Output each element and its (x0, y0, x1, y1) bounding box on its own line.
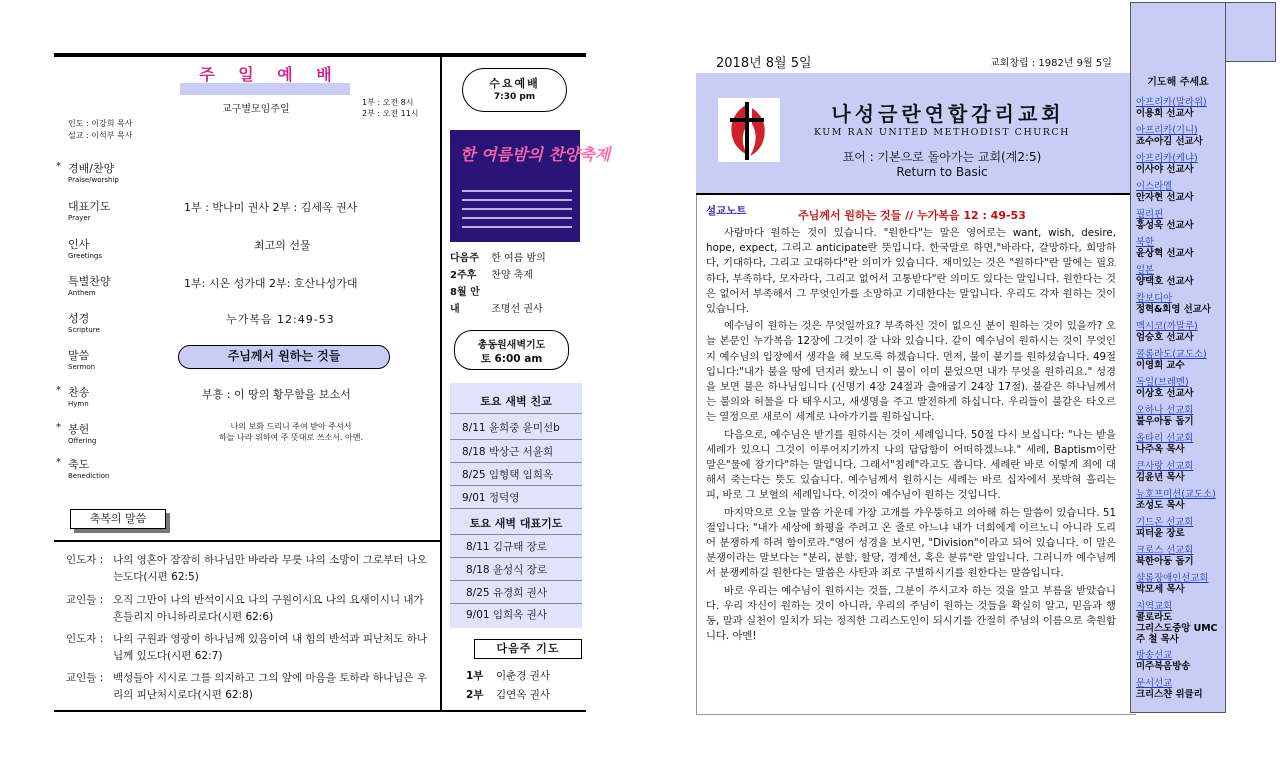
order-item-english: Sermon (68, 363, 96, 371)
sermon-paragraph: 사람마다 원하는 것이 있습니다. "원한다"는 말은 영어로는 want, wish, desire, hope, expect, 그리고 anticipate란 뜻입니다. 한국말로 하면,"바라다, 갈망하다, 희망하다, 기대하다, 그리고 고대하다"란 의미가 있습니다. 재미있는 것은 "원하다"란 말에는 필요하다, 부족하다, 모자라다, 그리고 없어서 고통받다"란 의미도 있다는 말입니다. 원한다는 것은 없어서 부족해서 그 무엇인가를 소망하고 기대한다는 말입니다. 우리도 각자 원하는 것이 있습니다. (706, 227, 1116, 316)
fellowship-row: 9/01 정덕영 (462, 492, 520, 504)
prayer-request-item: 일본 양택호 선교사 (1136, 265, 1194, 287)
wednesday-title: 수요예배 (489, 77, 540, 90)
prayer-request-item: 콜롬라도(교도소) 이영희 교수 (1136, 349, 1207, 371)
section-divider (54, 540, 442, 542)
responsive-reading-row (66, 670, 432, 704)
prayer-row: 8/25 유경희 권사 (466, 587, 547, 599)
reading-text: 나의 영혼아 잠잠히 하나님만 바라라 무릇 나의 소망이 그로부터 나오는도다(시편 62:5) (113, 554, 428, 583)
festival-info-row: 2주후 찬양 축제 (450, 270, 534, 281)
prayer-request-item: 크로스 선교회 북한아동 돕기 (1136, 545, 1194, 567)
panel-divider (450, 557, 582, 558)
prayer-request-item: 기드온 선교회 피터윤 장로 (1136, 517, 1194, 539)
fellowship-row: 8/25 임형택 임희옥 (462, 469, 554, 481)
prayer-request-item: 올타리 선교회 나주옥 목사 (1136, 433, 1194, 455)
founding-date: 교회창립 : 1982년 9월 5일 (990, 58, 1112, 69)
saturday-panel (450, 383, 582, 628)
order-item-detail: 1부: 시온 성가대 2부: 호산나성가대 (184, 277, 358, 290)
prayer-request-item: 방송선교 미주복음방송 (1136, 650, 1191, 672)
sermon-paragraph: 예수님이 원하는 것은 무엇일까요? 부족하신 것이 없으신 분이 원하는 것이 있을까? 오늘 본문인 누가복음 12장에 그것이 잘 나와 있습니다. 같이 예수님이 원하시는 것이 무엇인지 예수님의 입장에서 생각을 해 보도록 하겠습니다. 먼저, 불이 붙기를 원하셨습니다. 49절입니다:"내가 불을 땅에 던지러 왔노니 이 불이 이미 붙었으면 내가 무엇을 원하리요." 성경을 보면 불은 하나님입니다 (신명기 4장 24절과 출애굽기 24장 17절). 불같은 하나님께서는 불의와 허물을 다 태우시고, 새생명을 주고 발전하게 하십니다. 우리들이 불같은 타오르는 열정으로 새로이 세계로 나아가기를 원하십니다. (706, 320, 1116, 424)
order-item-title: 찬송 (68, 386, 90, 399)
responsive-reading-row (66, 631, 432, 665)
panel-divider (450, 439, 582, 440)
order-item-english: Scripture (68, 326, 100, 334)
sermon-paragraph: 바로 우리는 예수님이 원하시는 것들, 그분이 주시고자 하는 것을 알고 부름을 받았습니다. 우리 자신이 원하는 것이 아니라, 우리의 주님이 원하는 것들을 확실히 알고, 믿음과 행동, 말과 실천이 일치가 되는 정직한 그리스도인이 되시기를 간절히 주님의 이름으로 축원합니다. 아멘! (706, 584, 1116, 643)
order-item-title: 인사 (68, 238, 90, 251)
bulletin-date: 2018년 8월 5일 (716, 56, 812, 71)
reader-label: 인도자 : (66, 633, 104, 645)
sermon-paragraph: 마지막으로 오늘 말씀 가운데 가장 고개를 갸우뚱하고 의아해 하는 말씀이 있습니다. 51절입니다: "내가 세상에 화평을 주려고 온 줄로 아느냐 내가 너희에게 이르노니 아니라 도리어 분쟁하게 하려 함이로라."영어 성경을 보시면, "Division"이라고 되어 있습니다. 이 말은 분쟁이라는 말보다는 "분리, 분할, 할당, 경계선, 혹은 분류"란 말입니다. 그러니까 예수님께서 분쟁케하길 원한다는 말씀은 사탄과 죄로 구별하시기를 원한다는 말씀입니다. (706, 506, 1116, 580)
fellowship-row: 8/11 윤희중 윤미선b (462, 422, 560, 434)
reader-label: 인도자 : (66, 554, 104, 566)
worship-occasion: 교구별모임주일 (222, 104, 290, 115)
church-name-english: KUM RAN UNITED METHODIST CHURCH (814, 127, 1070, 138)
offering-lyric-line: 나의 보화 드리니 주여 받아 주셔서 (230, 422, 352, 431)
prayer-request-item: 북한 윤상혁 선교사 (1136, 237, 1194, 259)
prayer-request-item: 멕시코(까말루) 엄승호 선교사 (1136, 321, 1198, 343)
panel-divider (450, 508, 582, 509)
order-item-title: 경배/찬양 (68, 162, 115, 175)
prayer-request-item: 샬롬장애인선교회 박모세 목사 (1136, 573, 1209, 595)
article-frame (696, 195, 697, 715)
prayer-panel-tab (1226, 2, 1276, 62)
dawn-prayer-title: 총동원새벽기도 (477, 340, 546, 351)
motto-english: Return to Basic (896, 165, 988, 179)
prayer-request-item: 아프리카(말라위) 이용희 선교사 (1136, 97, 1207, 119)
panel-divider (450, 534, 582, 535)
panel-divider (450, 603, 582, 604)
prayer-request-item: 아프리카(케냐) 이사야 선교사 (1136, 153, 1198, 175)
festival-info-row: 다음주 한 여름 밤의 (450, 253, 546, 264)
service-leaders (68, 118, 132, 142)
order-item-english: Anthem (68, 289, 96, 297)
order-item-title: 축도 (68, 458, 90, 471)
prayer-row: 9/01 임희옥 권사 (466, 609, 547, 621)
order-bullet: * (56, 422, 61, 433)
prayer-request-item: 지역교회 콜로라도 그리스도중앙 UMC 주 철 목사 (1136, 601, 1218, 645)
order-item-english: Greetings (68, 252, 102, 260)
prayer-request-item: 필리핀 홍성욱 선교사 (1136, 209, 1194, 231)
order-bullet: * (56, 385, 61, 396)
order-item-detail: 최고의 선물 (254, 239, 311, 252)
festival-info-row: 8월 안내 조명선 권사 (450, 287, 543, 315)
prayer-request-title: 기도해 주세요 (1147, 77, 1209, 88)
responsive-reading-row (66, 552, 432, 586)
order-item-title: 말씀 (68, 349, 90, 362)
blessing-label: 축복의 말씀 (70, 509, 166, 529)
order-item-title: 대표기도 (68, 200, 111, 213)
service-time-1: 1부 : 오전 8시 (362, 98, 414, 107)
prayer-row: 8/11 김규태 장로 (466, 541, 547, 553)
worship-title: 주 일 예 배 (199, 65, 341, 84)
service-times (362, 97, 419, 119)
reading-text: 오직 그만이 나의 반석이시요 나의 구원이시요 나의 요새이시니 내가 흔들리지 아니하리로다(시편 62:6) (113, 594, 424, 623)
reader-label: 교인들 : (66, 594, 104, 606)
motto-korean: 표어 : 기본으로 돌아가는 교회(계2:5) (842, 150, 1042, 164)
offering-hymn-lyrics (186, 421, 396, 443)
order-item-english: Praise/worship (68, 176, 119, 184)
top-rule (54, 53, 586, 57)
column-divider (440, 57, 442, 712)
responsive-reading-row (66, 592, 432, 626)
preacher-line: 설교 : 이석부 목사 (68, 131, 133, 140)
sermon-note-label: 설교노트 (706, 205, 747, 217)
panel-divider (450, 462, 582, 463)
cross-flame-icon (718, 98, 780, 162)
bottom-rule (54, 710, 586, 712)
reading-text: 나의 구원과 영광이 하나님께 있음이여 내 힘의 반석과 피난처도 하나님께 있도다(시편 62:7) (113, 633, 428, 662)
order-bullet: * (56, 457, 61, 468)
order-item-english: Offering (68, 437, 97, 445)
church-name-korean: 나성금란연합감리교회 (831, 102, 1065, 126)
prayer-request-item: 뉴호프미션(교도소) 조성도 목사 (1136, 489, 1216, 511)
leader-line: 인도 : 이강희 목사 (68, 119, 133, 128)
service-time-2: 2부 : 오전 11시 (362, 109, 419, 118)
prayer-request-item: 오하나 선교회 불우아동 돕기 (1136, 405, 1194, 427)
next-week-prayer-title: 다음주 기도 (474, 639, 582, 659)
order-item-title: 특별찬양 (68, 275, 111, 288)
poster-text-lines (462, 190, 572, 235)
reader-label: 교인들 : (66, 672, 104, 684)
sermon-paragraph: 다음으로, 예수님은 받기를 원하시는 것이 세례입니다. 50절 다시 보십니다: "나는 받을 세례가 있으니 그것이 이루어지기까지 나의 답답함이 어떠하겠느냐." 세례, Baptism이란 말은"물에 잠기다"하는 말입니다. 그래서"침례"라고도 씁니다. 세례란 바로 이렇게 죄에 대해서 죽는다는 뜻도 있습니다. 예수님께서 원하시는 세례는 바로 십자에서 못박혀 흘리는 피, 바로 그 보혈의 세례입니다. 이것이 예수님이 원하는 것입니다. (706, 428, 1116, 502)
dawn-prayer-time: 토 6:00 am (480, 353, 543, 365)
wednesday-time: 7:30 pm (493, 92, 536, 102)
order-item-detail: 1부 : 박나미 권사 2부 : 김세옥 권사 (184, 201, 358, 214)
sermon-note-body (706, 226, 1116, 646)
prayer-request-item: 큰사랑 선교회 김윤년 목사 (1136, 461, 1194, 483)
next-prayer-row: 1부 이춘경 권사 (466, 670, 551, 682)
sermon-note-heading: 주님께서 원하는 것들 // 누가복음 12 : 49-53 (798, 209, 1026, 222)
order-item-detail: 누가복음 12:49-53 (226, 313, 335, 326)
order-item-english: Hymn (68, 400, 89, 408)
fellowship-row: 8/18 박상근 서윤희 (462, 446, 554, 458)
offering-lyric-line: 하늘 나라 위하여 주 뜻대로 쓰소서. 아멘. (219, 433, 363, 442)
festival-poster-title: 한 여름밤의 찬양축제 (460, 145, 611, 164)
dawn-prayer-badge (454, 330, 569, 370)
masthead-rule (696, 193, 1136, 195)
sermon-title-box: 주님께서 원하는 것들 (178, 345, 390, 369)
reading-text: 백성들아 시시로 그를 의지하고 그의 앞에 마음을 토하라 하나님은 우리의 피난처시로다(시편 62:8) (113, 672, 428, 701)
panel-divider (450, 413, 582, 414)
order-item-title: 봉헌 (68, 423, 90, 436)
saturday-prayer-title: 토요 새벽 대표기도 (469, 517, 563, 530)
order-item-english: Benediction (68, 472, 110, 480)
prayer-request-item: 아프리카(기니) 죠수아김 선교사 (1136, 125, 1203, 147)
festival-info (450, 250, 546, 318)
prayer-request-item: 이스라엘 안자현 선교사 (1136, 181, 1194, 203)
prayer-row: 8/18 윤성식 장로 (466, 564, 547, 576)
order-item-english: Prayer (68, 214, 91, 222)
festival-poster (450, 130, 611, 242)
prayer-request-item: 독일(브레멘) 이상호 선교사 (1136, 377, 1194, 399)
prayer-request-item: 문서선교 크리스챤 위클리 (1136, 678, 1203, 700)
order-bullet: * (56, 161, 61, 172)
next-prayer-row: 2부 김연옥 권사 (466, 689, 551, 701)
article-bottom-rule (696, 714, 1136, 715)
order-item-detail: 부흥 : 이 땅의 황무함을 보소서 (202, 388, 351, 401)
order-item-title: 성경 (68, 312, 90, 325)
church-motto (792, 150, 1092, 180)
panel-divider (450, 580, 582, 581)
wednesday-service-badge (462, 68, 567, 112)
saturday-fellowship-title: 토요 새벽 친교 (480, 395, 552, 408)
prayer-request-item: 캄보디아 정혁&희영 선교사 (1136, 293, 1211, 315)
panel-divider (450, 485, 582, 486)
